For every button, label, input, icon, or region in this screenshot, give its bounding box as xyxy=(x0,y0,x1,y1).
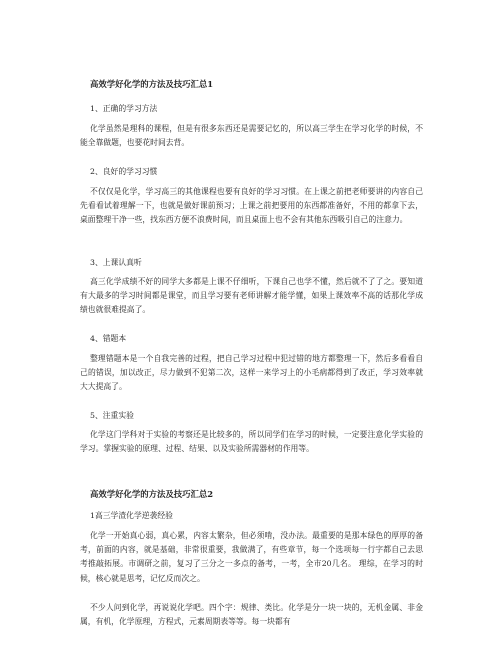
document-title-2: 高效学好化学的方法及技巧汇总2 xyxy=(90,489,214,499)
section-heading-4: 4、错题本 xyxy=(90,334,127,343)
section-heading-6: 1高三学渣化学逆袭经验 xyxy=(90,511,173,520)
section-paragraph-7: 不少人问到化学，再说说化学吧。四个字：规律、类比。化学是分一块一块的，无机金属、非金属，有机，化学原理，方程式，元素周期表等等。每一块都有 xyxy=(80,603,423,627)
section-paragraph-4: 整理错题本是一个自我完善的过程，把自己学习过程中犯过错的地方都整理一下，然后多看看自己的错误，加以改正，尽力做到不犯第二次，这样一来学习上的小毛病都得到了改正，学习效率就大大提高了。 xyxy=(80,354,423,392)
section-heading-3: 3、上课认真听 xyxy=(90,258,142,267)
section-paragraph-1: 化学虽然是理科的课程，但是有很多东西还是需要记忆的，所以高三学生在学习化学的时候，不能全靠做题，也要花时间去背。 xyxy=(80,124,423,148)
section-heading-5: 5、注重实验 xyxy=(90,411,134,420)
section-paragraph-6: 化学一开始真心弱，真心累，内容太繁杂，但必须啃，没办法。最重要的是那本绿色的厚厚的备考，前面的内容，就是基础，非常很重要，我做满了，有些章节，每一个选项每一行字都自己去思考推敲拓展。市调研之前，复习了三分之一多点的备考，一考，全市20几名。 理综，在学习的时候，核心就是思考，记忆反而次之。 xyxy=(80,531,423,583)
section-heading-1: 1、正确的学习方法 xyxy=(90,104,158,113)
document-title-1: 高效学好化学的方法及技巧汇总1 xyxy=(90,79,214,89)
section-paragraph-3: 高三化学成绩不好的同学大多都是上课不仔细听，下课自己也学不懂，然后就不了了之。要知道有大最多的学习时间都是课堂，而且学习要有老师讲解才能学懂，如果上课效率不高的话那化学成绩也就很难提高了。 xyxy=(80,277,423,315)
section-paragraph-5: 化学这门学科对于实验的考察还是比较多的，所以同学们在学习的时候，一定要注意化学实验的学习。掌握实验的原理、过程、结果、以及实验所需器材的作用等。 xyxy=(80,430,423,454)
section-heading-2: 2、良好的学习习惯 xyxy=(90,167,158,176)
section-paragraph-2: 不仅仅是化学，学习高三的其他课程也要有良好的学习习惯。在上课之前把老师要讲的内容自己先看看试着理解一下，也就是做好课前预习；上课之前把要用的东西都准备好，不用的都拿下去，桌面整理干净一些，找东西方便不浪费时间，而且桌面上也不会有其他东西吸引自己的注意力。 xyxy=(80,187,423,225)
